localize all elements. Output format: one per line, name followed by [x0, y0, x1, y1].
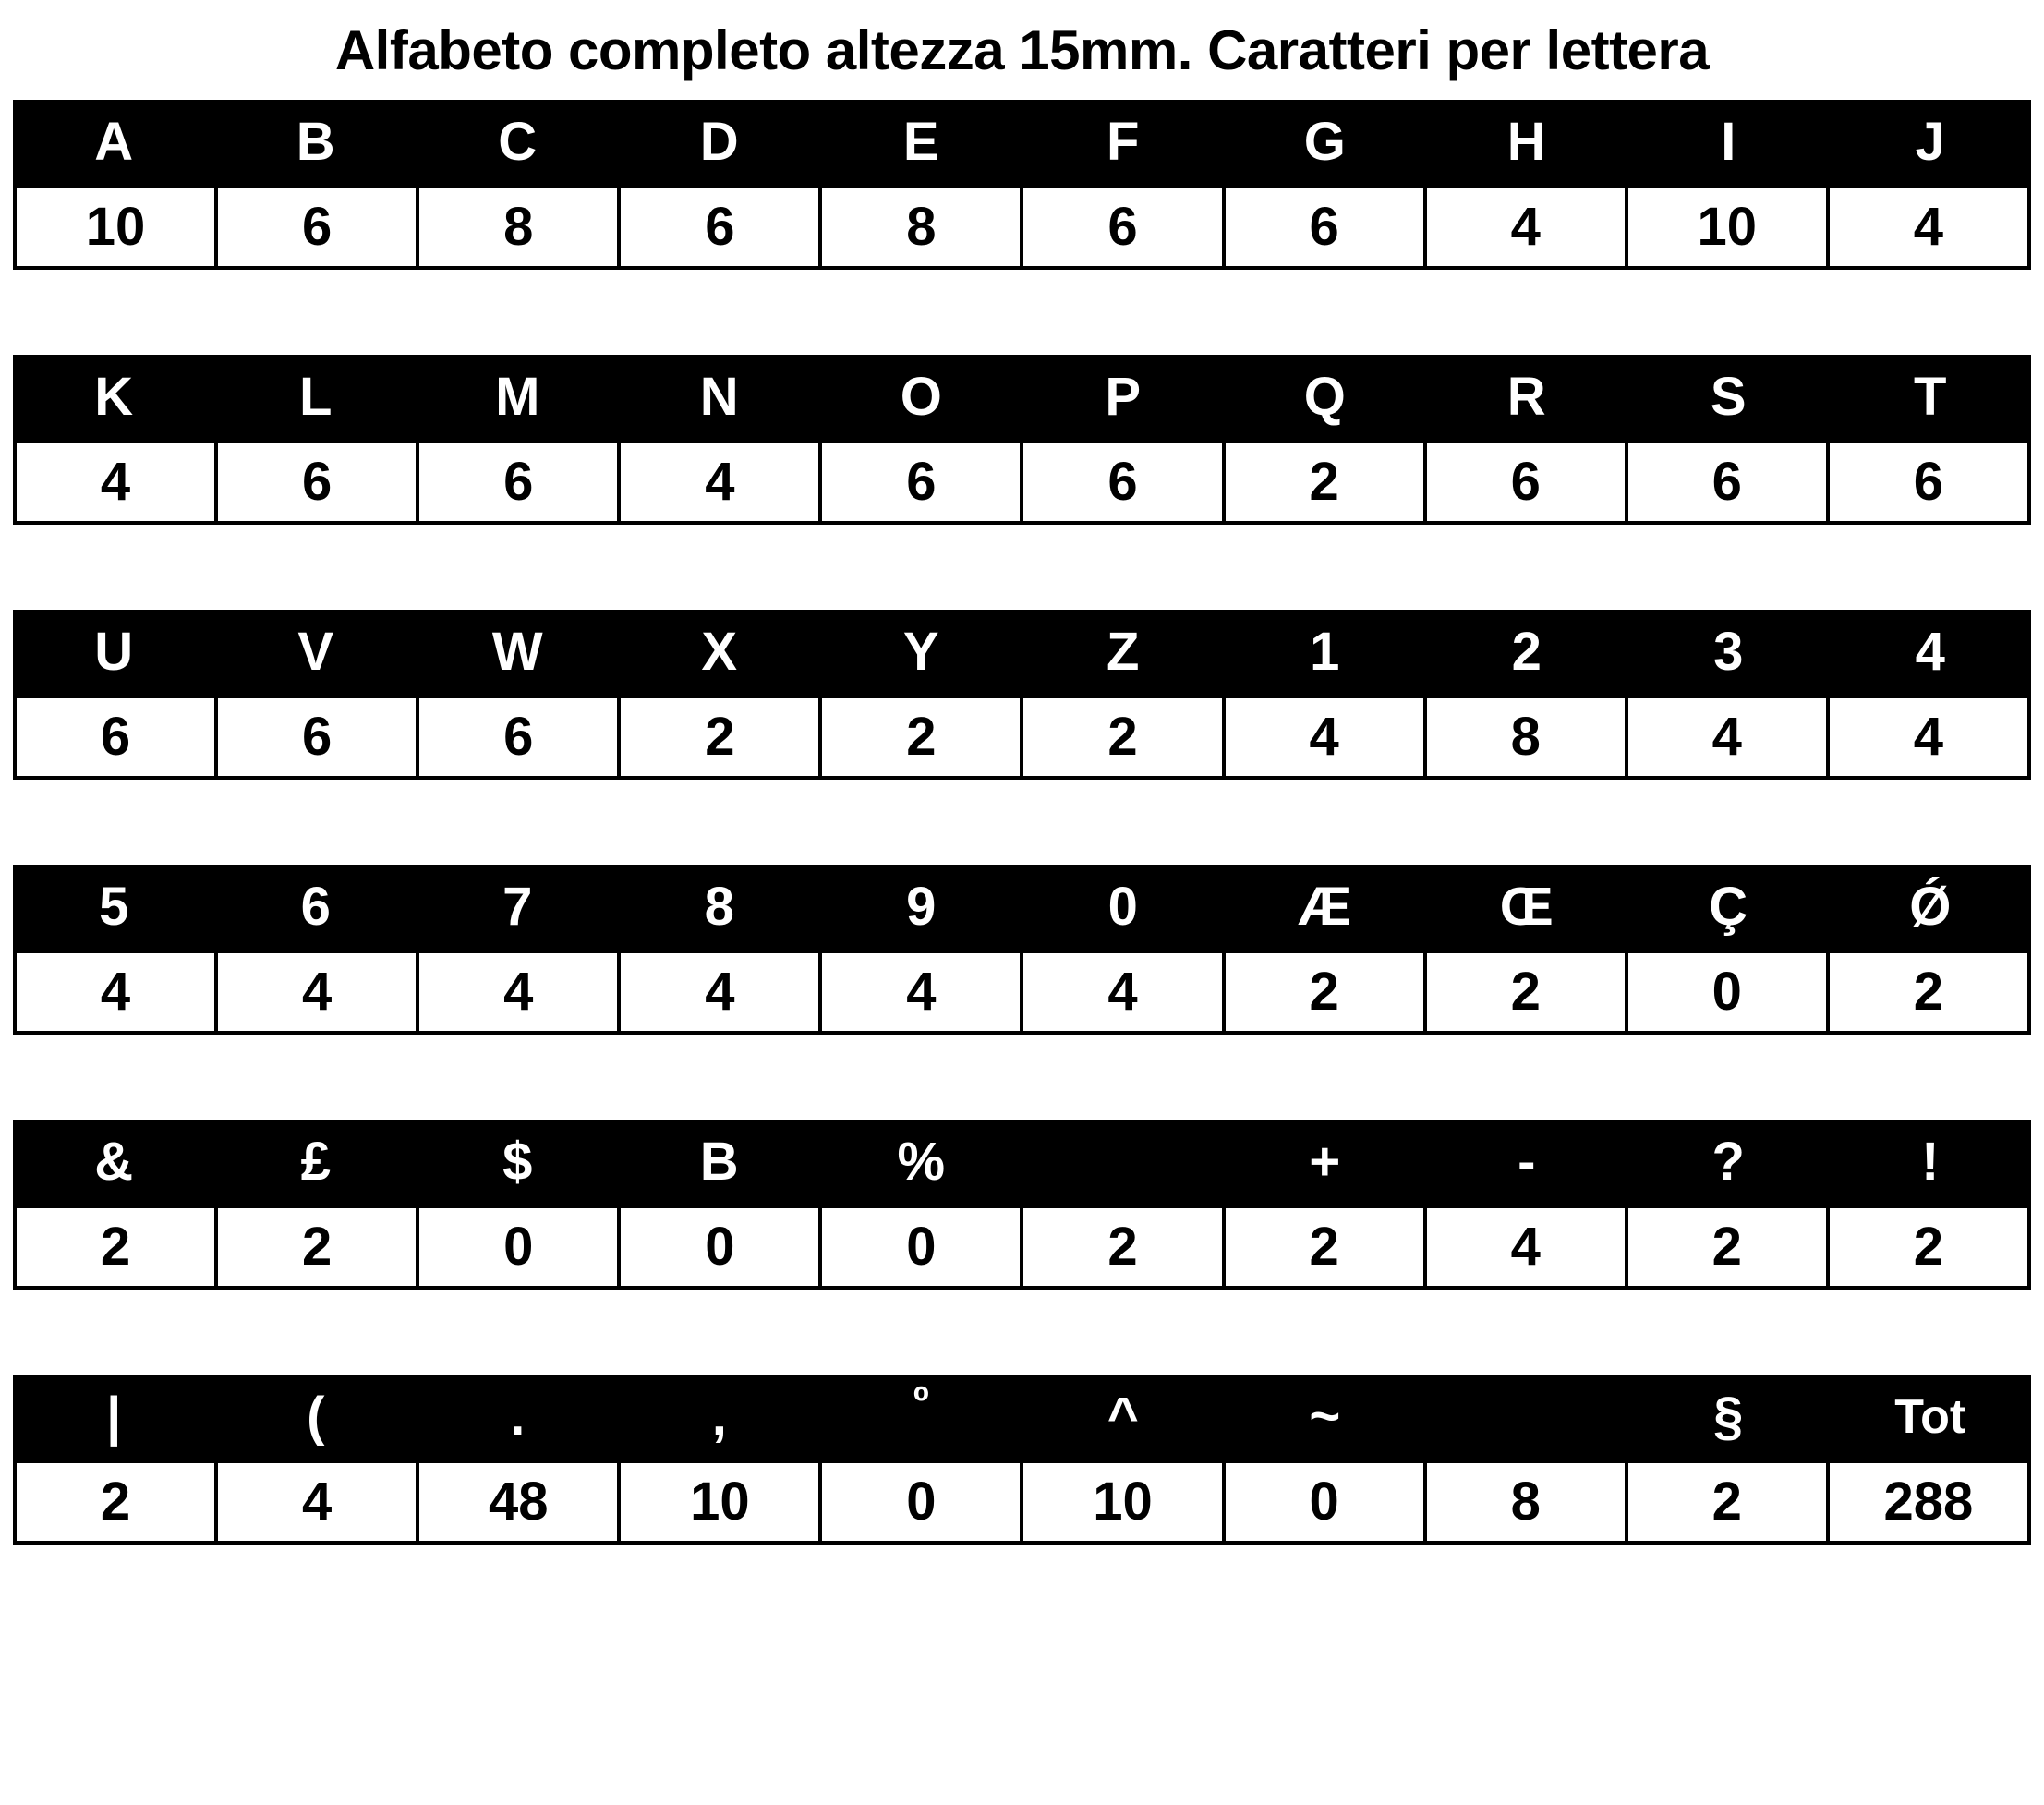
value-cell: 6	[1226, 188, 1427, 266]
value-cell: 2	[621, 698, 822, 776]
value-cell: 6	[218, 188, 419, 266]
value-cell: 8	[419, 188, 621, 266]
value-cell: 4	[1628, 698, 1830, 776]
header-cell: &	[94, 1132, 134, 1192]
header-cell: 5	[99, 877, 129, 937]
value-cell: 4	[621, 443, 822, 521]
header-cell: Ǿ	[1909, 877, 1952, 937]
header-cell: N	[699, 367, 739, 427]
value-cell: 0	[822, 1208, 1023, 1286]
header-cell: Y	[902, 622, 939, 682]
header-cell: 7	[502, 877, 533, 937]
value-cell: 6	[1023, 443, 1225, 521]
header-cell: 9	[906, 877, 937, 937]
value-cell: 2	[13, 1208, 218, 1286]
header-cell: +	[1309, 1132, 1341, 1192]
header-cell: V	[297, 622, 334, 682]
table-block-4	[13, 865, 2031, 1035]
block-spacer	[13, 270, 2031, 355]
value-cell: 2	[218, 1208, 419, 1286]
value-cell: 4	[1226, 698, 1427, 776]
value-cell: 8	[1427, 1463, 1628, 1541]
header-cell: M	[495, 367, 540, 427]
value-cell: 6	[621, 188, 822, 266]
value-cell: 6	[13, 698, 218, 776]
value-cell-total: 288	[1830, 1463, 2031, 1541]
header-cell: B	[296, 112, 335, 172]
value-cell: 2	[1830, 1208, 2031, 1286]
value-cell: 6	[822, 443, 1023, 521]
block-spacer	[13, 1290, 2031, 1375]
value-cell: 10	[13, 188, 218, 266]
value-cell: 10	[1023, 1463, 1225, 1541]
title-row	[13, 0, 2031, 100]
header-cell: §	[1713, 1387, 1744, 1447]
value-cell: 4	[13, 953, 218, 1031]
header-cell: -	[1518, 1132, 1536, 1192]
table-value-row	[13, 950, 2031, 1035]
value-cell: 2	[1628, 1208, 1830, 1286]
value-cell: 6	[1023, 188, 1225, 266]
value-cell: 2	[1226, 1208, 1427, 1286]
header-cell: Q	[1303, 367, 1346, 427]
value-cell: 6	[1830, 443, 2031, 521]
value-cell: 10	[621, 1463, 822, 1541]
header-cell: 3	[1713, 622, 1744, 682]
header-cell: |	[106, 1387, 122, 1447]
value-cell: 4	[13, 443, 218, 521]
header-cell: %	[897, 1132, 946, 1192]
value-cell: 4	[218, 1463, 419, 1541]
header-cell: C	[498, 112, 538, 172]
value-cell: 8	[1427, 698, 1628, 776]
table-value-row	[13, 695, 2031, 780]
header-cell: X	[701, 622, 738, 682]
value-cell: 2	[1427, 953, 1628, 1031]
table-block-6	[13, 1375, 2031, 1545]
header-cell: B	[699, 1132, 739, 1192]
header-cell: U	[94, 622, 134, 682]
value-cell: 2	[822, 698, 1023, 776]
header-cell: L	[299, 367, 333, 427]
header-cell: G	[1303, 112, 1346, 172]
header-cell: P	[1105, 367, 1142, 427]
header-cell: I	[1721, 112, 1736, 172]
header-cell: R	[1506, 367, 1546, 427]
value-cell: 48	[419, 1463, 621, 1541]
header-cell: Œ	[1499, 877, 1554, 937]
header-cell: A	[94, 112, 134, 172]
table-header-row	[13, 355, 2031, 440]
value-cell: 6	[419, 698, 621, 776]
table-block-2	[13, 355, 2031, 525]
table-header-row	[13, 1375, 2031, 1460]
header-cell: H	[1506, 112, 1546, 172]
value-cell: 2	[1023, 698, 1225, 776]
header-cell: O	[900, 367, 942, 427]
value-cell: 0	[1628, 953, 1830, 1031]
value-cell: 6	[1628, 443, 1830, 521]
header-cell: ~	[1309, 1387, 1341, 1447]
table-header-row	[13, 865, 2031, 950]
block-spacer	[13, 1035, 2031, 1120]
header-cell: Æ	[1298, 877, 1352, 937]
header-cell: 2	[1511, 622, 1542, 682]
value-cell: 2	[1830, 953, 2031, 1031]
value-cell: 4	[621, 953, 822, 1031]
header-cell: E	[902, 112, 939, 172]
value-cell: 2	[1226, 443, 1427, 521]
table-header-row	[13, 100, 2031, 185]
header-cell: !	[1921, 1132, 1940, 1192]
header-cell: 6	[300, 877, 331, 937]
value-cell: 4	[1427, 188, 1628, 266]
value-cell: 4	[822, 953, 1023, 1031]
table-block-3	[13, 610, 2031, 780]
value-cell: 6	[419, 443, 621, 521]
header-cell: 8	[704, 877, 734, 937]
value-cell: 4	[218, 953, 419, 1031]
value-cell: 10	[1628, 188, 1830, 266]
value-cell: 2	[13, 1463, 218, 1541]
header-cell: º	[913, 1377, 929, 1425]
header-cell: 4	[1915, 622, 1945, 682]
table-block-5	[13, 1120, 2031, 1290]
header-cell: $	[502, 1132, 533, 1192]
block-spacer	[13, 525, 2031, 610]
value-cell: 2	[1628, 1463, 1830, 1541]
value-cell: 6	[218, 443, 419, 521]
value-cell: 6	[218, 698, 419, 776]
header-cell: (	[307, 1387, 325, 1447]
header-cell: D	[699, 112, 739, 172]
block-spacer	[13, 780, 2031, 865]
header-cell: T	[1914, 367, 1947, 427]
header-cell: .	[510, 1387, 526, 1447]
header-cell: K	[94, 367, 134, 427]
header-cell: Ç	[1709, 877, 1748, 937]
header-cell: ^	[1107, 1387, 1139, 1447]
header-cell: J	[1915, 112, 1945, 172]
header-cell: Z	[1107, 622, 1140, 682]
value-cell: 8	[822, 188, 1023, 266]
page-title: Alfabeto completo altezza 15mm. Caratteri per lettera	[334, 18, 1710, 81]
header-cell: 1	[1310, 622, 1340, 682]
table-value-row	[13, 440, 2031, 525]
value-cell: 0	[419, 1208, 621, 1286]
value-cell: 4	[1830, 698, 2031, 776]
table-header-row	[13, 610, 2031, 695]
table-value-row	[13, 1460, 2031, 1545]
header-cell-total: Tot	[1894, 1390, 1966, 1444]
table-value-row	[13, 185, 2031, 270]
header-cell	[1426, 1375, 1628, 1460]
header-cell	[1022, 1120, 1225, 1205]
header-cell: S	[1710, 367, 1747, 427]
value-cell: 0	[1226, 1463, 1427, 1541]
table-value-row	[13, 1205, 2031, 1290]
value-cell: 4	[419, 953, 621, 1031]
value-cell: 4	[1427, 1208, 1628, 1286]
header-cell: ,	[711, 1387, 727, 1447]
value-cell: 0	[621, 1208, 822, 1286]
table-block-1	[13, 100, 2031, 270]
value-cell: 0	[822, 1463, 1023, 1541]
header-cell: £	[300, 1132, 331, 1192]
header-cell: W	[491, 622, 543, 682]
value-cell: 2	[1226, 953, 1427, 1031]
header-cell: ?	[1711, 1132, 1745, 1192]
value-cell: 2	[1023, 1208, 1225, 1286]
table-header-row	[13, 1120, 2031, 1205]
header-cell: F	[1107, 112, 1140, 172]
value-cell: 6	[1427, 443, 1628, 521]
value-cell: 4	[1830, 188, 2031, 266]
value-cell: 4	[1023, 953, 1225, 1031]
header-cell: 0	[1107, 877, 1138, 937]
